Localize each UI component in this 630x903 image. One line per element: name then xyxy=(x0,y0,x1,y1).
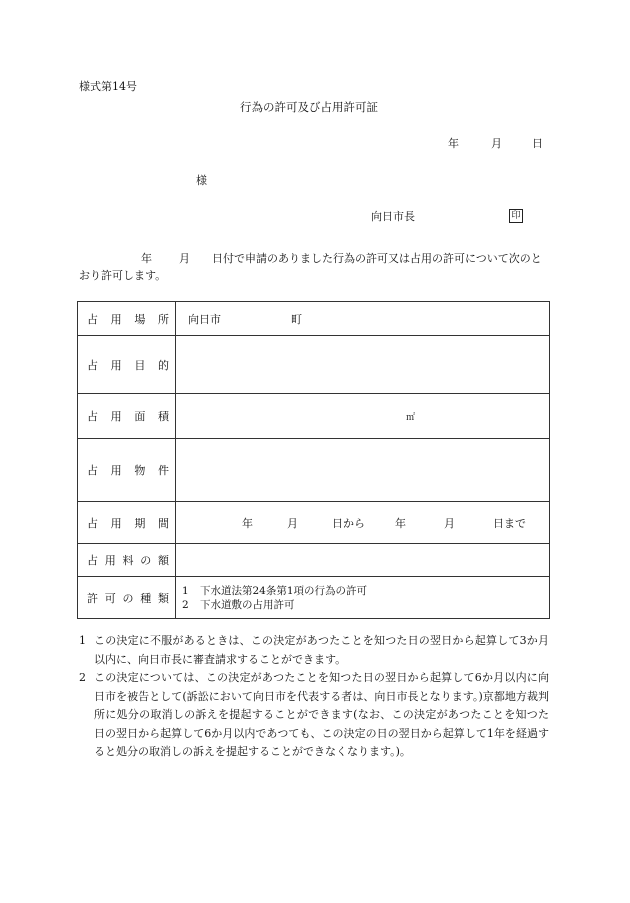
type-item-number: 1 xyxy=(182,584,189,597)
row-label-place: 占用場所 xyxy=(78,302,176,336)
note-text: この決定については、この決定があつたことを知つた日の翌日から起算して6か月以内に向日市を被告として(訴訟において向日市を代表する者は、向日市長となります。)京都地方裁判所に処分の取消しの訴えを提起することができます(なお、この決定があつたことを知つた日の翌日から起算して6か月以内であつても、この決定の日の翌日から起算して1年を経過すると処分の取消しの訴えを提起することができなくなります。)。 xyxy=(94,671,549,758)
date-month: 月 xyxy=(491,137,502,150)
table-row xyxy=(78,544,550,577)
note-item xyxy=(79,669,549,762)
row-label-fee: 占用料の額 xyxy=(78,544,176,577)
type-item-text: 下水道法第24条第1項の行為の許可 xyxy=(200,584,368,597)
table-row xyxy=(78,577,550,619)
row-label-object: 占用物件 xyxy=(78,439,176,502)
period-start-month: 月 xyxy=(287,516,298,530)
intro-paragraph xyxy=(79,250,549,284)
note-number: 2 xyxy=(79,671,86,684)
intro-text: 日付で申請のありました行為の許可又は占用の許可について次のとおり許可します。 xyxy=(79,252,542,282)
table-row xyxy=(78,394,550,439)
note-number: 1 xyxy=(79,634,86,647)
intro-month: 月 xyxy=(179,252,190,265)
addressee-suffix: 様 xyxy=(196,174,207,187)
document-title: 行為の許可及び占用許可証 xyxy=(240,100,378,114)
period-start-year: 年 xyxy=(242,516,253,530)
row-label-type: 許可の種類 xyxy=(78,577,176,619)
row-value-period xyxy=(176,502,550,544)
table-row xyxy=(78,302,550,336)
row-value-object xyxy=(176,439,550,502)
table-row xyxy=(78,336,550,394)
type-item-number: 2 xyxy=(182,598,189,611)
area-unit: ㎡ xyxy=(406,412,416,423)
row-label-period: 占用期間 xyxy=(78,502,176,544)
type-item-text: 下水道敷の占用許可 xyxy=(200,598,295,611)
table-row xyxy=(78,502,550,544)
row-label-purpose: 占用目的 xyxy=(78,336,176,394)
row-value-fee xyxy=(176,544,550,577)
note-text: この決定に不服があるときは、この決定があつたことを知つた日の翌日から起算して3か月以内に、向日市長に審査請求することができます。 xyxy=(94,634,549,666)
notes-section xyxy=(79,632,549,762)
period-end-month: 月 xyxy=(444,516,455,530)
row-value-area xyxy=(176,394,550,439)
row-label-area: 占用面積 xyxy=(78,394,176,439)
note-item xyxy=(79,632,549,669)
row-value-type xyxy=(176,577,550,619)
type-item xyxy=(182,598,549,612)
intro-year: 年 xyxy=(141,252,152,265)
form-number: 様式第14号 xyxy=(79,80,137,93)
table-row xyxy=(78,439,550,502)
place-town: 町 xyxy=(291,312,302,326)
row-value-place xyxy=(176,302,550,336)
date-day: 日 xyxy=(532,137,543,150)
place-city: 向日市 xyxy=(188,312,221,326)
date-year: 年 xyxy=(448,137,459,150)
seal-mark: 印 xyxy=(509,209,523,223)
period-end-day: 日まで xyxy=(493,516,526,530)
issuer-name: 向日市長 xyxy=(371,210,415,223)
period-start-day: 日から xyxy=(332,516,365,530)
issue-date xyxy=(448,137,543,151)
row-value-purpose xyxy=(176,336,550,394)
period-end-year: 年 xyxy=(395,516,406,530)
permit-table xyxy=(77,301,550,619)
type-item xyxy=(182,584,549,598)
